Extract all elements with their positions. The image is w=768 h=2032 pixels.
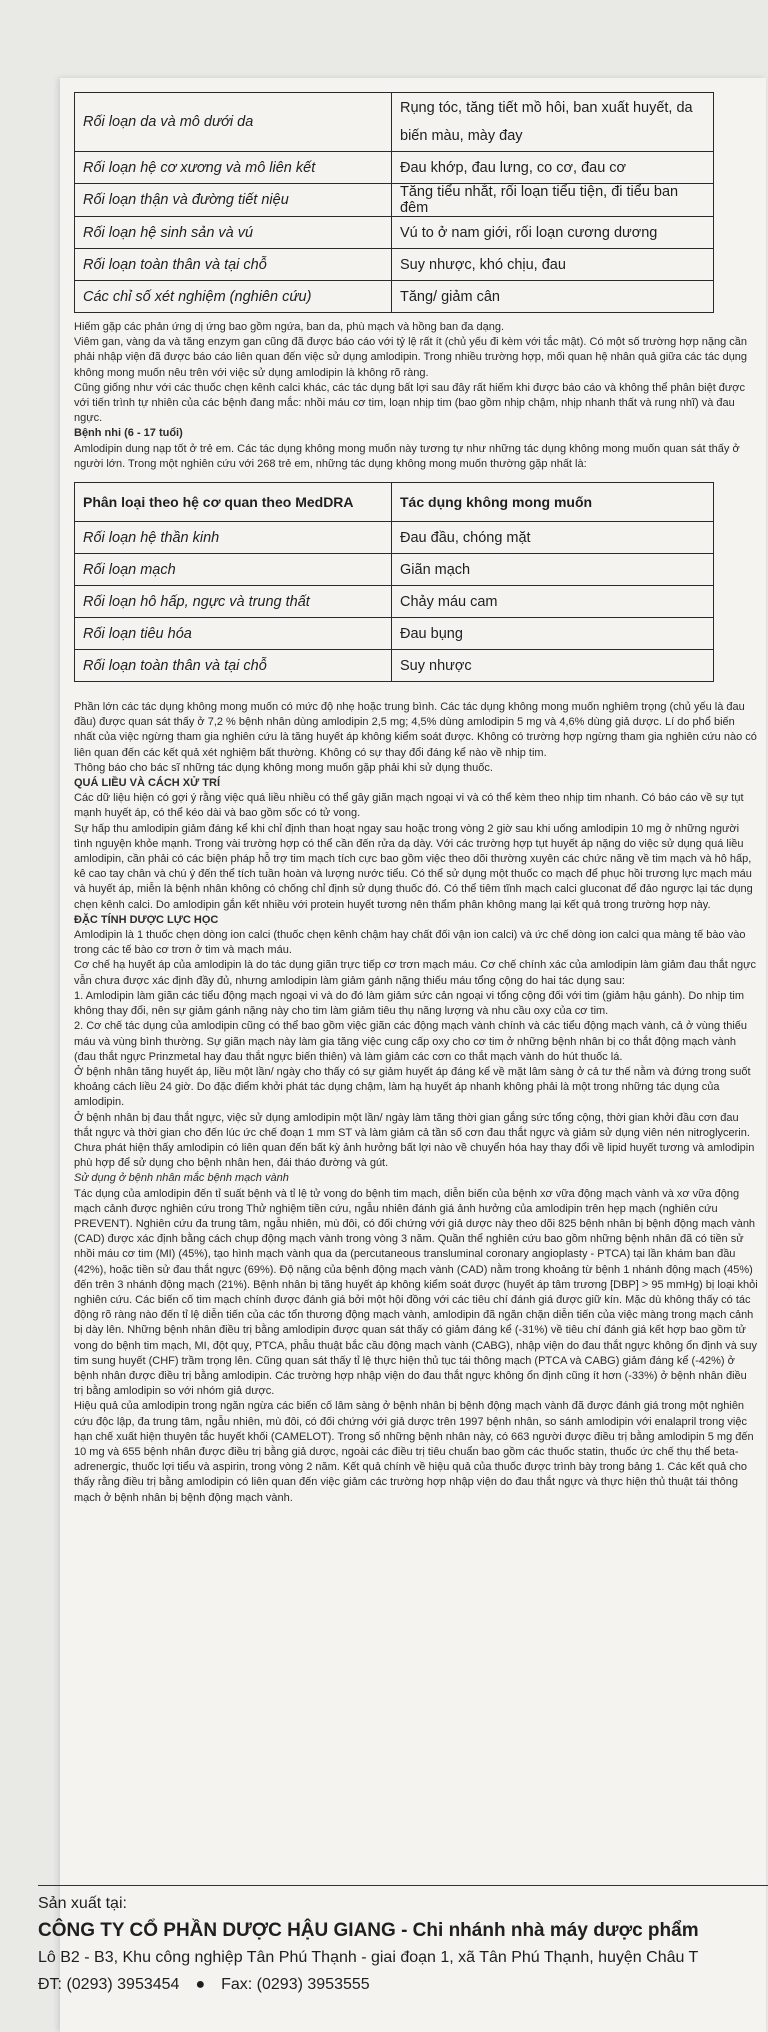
table-row	[75, 184, 714, 217]
effect-cell: Đau khớp, đau lưng, co cơ, đau cơ	[392, 152, 714, 184]
contact-line	[38, 1971, 768, 1998]
paragraph: Ở bệnh nhân bị đau thắt ngực, việc sử dụng amlodipin một lần/ ngày làm tăng thời gian gắng sức tổng cộng, thời gian khởi đầu cơn đau thắt ngực và thời gian cho đến lúc ức chế đoạn 1 mm ST và làm giảm cả tần số cơn đau thắt ngực và giảm sử dụng viên nén nitroglycerin.	[74, 1111, 750, 1139]
category-cell: Rối loạn hệ thần kinh	[75, 522, 392, 554]
manufacturer-label: Sản xuất tại:	[38, 1895, 127, 1912]
effect-cell: Chảy máu cam	[392, 586, 714, 618]
footer-divider	[38, 1885, 768, 1886]
paragraph: Các dữ liệu hiện có gợi ý rằng việc quá liều nhiều có thể gây giãn mạch ngoại vi và có thể kèm theo nhịp tim nhanh. Có báo cáo về sự tụt mạnh huyết áp, có thể kéo dài và bao gồm sốc có tử vong.	[74, 792, 744, 820]
paragraph: Sự hấp thu amlodipin giảm đáng kể khi chỉ định than hoạt ngay sau hoặc trong vòng 2 giờ sau khi uống amlodipin 10 mg ở những người tình nguyện khỏe mạnh. Trong vài trường hợp có thể cần đến rửa dạ dày. Với các trường hợp tụt huyết áp nặng do việc sử dụng quá liều amlodipin, cần phải có các biện pháp hỗ trợ tim mạch tích cực bao gồm việc theo dõi thường xuyên các chức năng về tim mạch và hô hấp, kê cao tay chân và chú ý đến thể tích tuần hoàn và lượng nước tiểu. Có thể sử dụng một thuốc co mạch để phục hồi trương lực mạch máu và huyết áp, miễn là bệnh nhân không có chống chỉ định sử dụng thuốc đó. Có thể tiêm tĩnh mạch calci gluconat để đảo ngược lại tác dụng chẹn kênh calci. Do amlodipin gắn kết nhiều với protein huyết tương nên thẩm phân không mang lại kết quả trong trường hợp này.	[74, 822, 753, 911]
table-row	[75, 522, 714, 554]
adverse-effects-table-adult	[74, 92, 714, 313]
table-row	[75, 650, 714, 682]
paragraph: Amlodipin dung nạp tốt ở trẻ em. Các tác dụng không mong muốn này tương tự như những tác dụng không mong muốn quan sát thấy ở người lớn. Trong một nghiên cứu với 268 trẻ em, những tác dụng không mong muốn thường gặp nhất là:	[74, 442, 740, 470]
body-text	[74, 700, 758, 1506]
effect-cell: Suy nhược	[392, 650, 714, 682]
paragraph: Cũng giống như với các thuốc chẹn kênh calci khác, các tác dụng bất lợi sau đây rất hiếm khi được báo cáo và không thể phân biệt được với tiến trình tự nhiên của các bệnh đang mắc: nhồi máu cơ tim, loạn nhịp tim (bao gồm nhịp chậm, nhịp nhanh thất và rung nhĩ) và đau ngực.	[74, 381, 745, 425]
company-name: CÔNG TY CỔ PHẦN DƯỢC HẬU GIANG - Chi nhánh nhà máy dược phẩm	[38, 1920, 699, 1941]
paragraph: 2. Cơ chế tác dụng của amlodipin cũng có thể bao gồm việc giãn các động mạch vành chính và các tiểu động mạch vành, cả ở vùng thiếu máu và vùng bình thường. Sự giãn mạch này làm gia tăng việc cung cấp oxy cho cơ tim ở những bệnh nhân bị co thắt động mạch vành (đau thắt ngực Prinzmetal hay đau thắt ngực biến thiên) và làm giảm các cơn co thắt mạch vành do hút thuốc lá.	[74, 1020, 748, 1063]
effect-cell: Rụng tóc, tăng tiết mồ hôi, ban xuất huyết, da biến màu, mày đay	[392, 93, 714, 152]
table-row	[75, 217, 714, 249]
category-cell: Rối loạn tiêu hóa	[75, 618, 392, 650]
effect-cell: Tăng tiểu nhắt, rối loạn tiểu tiện, đi tiểu ban đêm	[392, 184, 714, 217]
paragraph: Ở bệnh nhân tăng huyết áp, liều một lần/ ngày cho thấy có sự giảm huyết áp đáng kể về mặt lâm sàng ở cả tư thế nằm và đứng trong suốt khoảng cách liều 24 giờ. Do đặc điểm khởi phát tác dụng chậm, làm hạ huyết áp nhanh không phải là một trong những tác dụng của amlodipin.	[74, 1065, 751, 1109]
adverse-effects-notes	[74, 320, 758, 472]
effect-cell: Suy nhược, khó chịu, đau	[392, 249, 714, 281]
category-cell: Rối loạn da và mô dưới da	[75, 93, 392, 152]
table-row	[75, 152, 714, 184]
category-cell: Các chỉ số xét nghiệm (nghiên cứu)	[75, 281, 392, 313]
table-row	[75, 281, 714, 313]
table-row	[75, 586, 714, 618]
effect-cell: Giãn mạch	[392, 554, 714, 586]
effect-cell: Đau bụng	[392, 618, 714, 650]
paragraph: Tác dụng của amlodipin đến tỉ suất bệnh và tỉ lệ tử vong do bệnh tim mạch, diễn biến của bệnh xơ vữa động mạch vành và xơ vữa động mạch cảnh được nghiên cứu trong Thử nghiệm tiền cứu, ngẫu nhiên đánh giá ảnh hưởng của amlodipin trên hẹp mạch (nghiên cứu PREVENT). Nghiên cứu đa trung tâm, ngẫu nhiên, mù đôi, có đối chứng với giả dược này theo dõi 825 bệnh nhân bị bệnh động mạch vành (CAD) được xác định bằng cách chụp động mạch vành trong vòng 3 năm. Quần thể nghiên cứu bao gồm những bệnh nhân đã có tiền sử nhồi máu cơ tim (MI) (45%), tạo hình mạch vành qua da (percutaneous transluminal coronary angioplasty - PTCA) tại lần khám ban đầu (42%), hoặc tiền sử đau thắt ngực (69%). Độ nặng của bệnh động mạch vành (CAD) nằm trong khoảng từ bệnh 1 nhánh động mạch (45%) đến trên 3 nhánh động mạch (21%). Bệnh nhân bị tăng huyết áp không kiểm soát được (huyết áp tâm trương [DBP] > 95 mmHg) bị loại khỏi nghiên cứu. Các biến cố tim mạch chính được đánh giá bởi một hội đồng với các tiêu chí đánh giá được giữ kín. Mặc dù không thấy có tác động rõ ràng nào đến tỉ lệ diễn tiến của các tổn thương động mạch vành, amlodipin đã ngăn chặn diễn tiến của việc màng trong mạch cảnh bị dày lên. Những bệnh nhân điều trị bằng amlodipin được quan sát thấy có giảm đáng kể (-31%) về tiêu chí đánh giá kết hợp bao gồm tử vong do bệnh tim mạch, MI, đột quỵ, PTCA, phẫu thuật bắc cầu động mạch vành (CABG), nhập viện do đau thắt ngực không ổn định và suy tim sung huyết (CHF) trầm trọng lên. Cũng quan sát thấy tỉ lệ thực hiện thủ tục tái thông mạch (PTCA và CABG) giảm đáng kể (-42%) ở bệnh nhân được điều trị bằng amlodipin. Các trường hợp nhập viện do đau thắt ngực không ổn định cũng ít hơn (-33%) ở bệnh nhân điều trị bằng amlodipin so với nhóm giả dược.	[74, 1187, 758, 1398]
leaflet-sheet	[60, 78, 766, 2032]
subsection-heading-cad: Sử dụng ở bệnh nhân mắc bệnh mạch vành	[74, 1172, 289, 1185]
manufacturer-footer	[38, 1890, 768, 2032]
category-cell: Rối loạn mạch	[75, 554, 392, 586]
paragraph: Hiệu quả của amlodipin trong ngăn ngừa các biến cố lâm sàng ở bệnh nhân bị bệnh động mạch vành đã được đánh giá trong một nghiên cứu độc lập, đa trung tâm, ngẫu nhiên, mù đôi, có đối chứng với giả dược trên 1997 bệnh nhân, so sánh amlodipin với enalapril trong việc hạn chế xuất hiện thuyên tắc huyết khối (CAMELOT). Trong số những bệnh nhân này, có 663 người được điều trị bằng amlodipin 5 mg đến 10 mg và 655 bệnh nhân được điều trị bằng giả dược, ngoài các điều trị tiêu chuẩn bao gồm các thuốc statin, thuốc ức chế thụ thể beta-adrenergic, thuốc lợi tiểu và aspirin, trong vòng 2 năm. Kết quả chính về hiệu quả của thuốc được trình bày trong bảng 1. Các kết quả cho thấy rằng điều trị bằng amlodipin có liên quan đến việc giảm các trường hợp nhập viện do đau thắt ngực và thực hiện thủ thuật tái thông mạch ở bệnh nhân bị bệnh động mạch vành.	[74, 1400, 754, 1504]
adverse-effects-table-pediatric	[74, 482, 714, 682]
table-header-row	[75, 483, 714, 522]
section-heading-pediatric: Bệnh nhi (6 - 17 tuổi)	[74, 427, 183, 440]
company-address: Lô B2 - B3, Khu công nghiệp Tân Phú Thạnh - giai đoạn 1, xã Tân Phú Thạnh, huyện Châu T	[38, 1949, 699, 1966]
phone-number: ĐT: (0293) 3953454	[38, 1976, 180, 1993]
category-cell: Rối loạn hệ cơ xương và mô liên kết	[75, 152, 392, 184]
paragraph: Viêm gan, vàng da và tăng enzym gan cũng đã được báo cáo với tỷ lệ rất ít (chủ yếu đi kèm với tắc mật). Có một số trường hợp nặng cần phải nhập viện đã được báo cáo liên quan đến việc sử dụng amlodipin. Trong nhiều trường hợp, mối quan hệ nhân quả giữa các tác dụng không mong muốn nêu trên với việc sử dụng amlodipin là không rõ ràng.	[74, 336, 748, 379]
paragraph: Thông báo cho bác sĩ những tác dụng không mong muốn gặp phải khi sử dụng thuốc.	[74, 761, 493, 774]
category-cell: Rối loạn hô hấp, ngực và trung thất	[75, 586, 392, 618]
paragraph: 1. Amlodipin làm giãn các tiểu động mạch ngoại vi và do đó làm giảm sức cản ngoại vi tổng cộng đối với tim (giảm hậu gánh). Do nhịp tim không thay đổi, nên sự giảm gánh nặng này cho tim làm giảm tiêu thụ năng lượng và nhu cầu oxy của cơ tim.	[74, 989, 745, 1018]
category-cell: Rối loạn toàn thân và tại chỗ	[75, 650, 392, 682]
fax-number: Fax: (0293) 3953555	[221, 1976, 370, 1993]
header-effect: Tác dụng không mong muốn	[392, 483, 714, 522]
paragraph: Hiếm gặp các phản ứng dị ứng bao gồm ngứa, ban da, phù mạch và hồng ban đa dạng.	[74, 321, 505, 333]
category-cell: Rối loạn toàn thân và tại chỗ	[75, 249, 392, 281]
table-row	[75, 554, 714, 586]
effect-cell: Đau đầu, chóng mặt	[392, 522, 714, 554]
table-row	[75, 93, 714, 152]
header-category: Phân loại theo hệ cơ quan theo MedDRA	[75, 483, 392, 522]
paragraph: Phần lớn các tác dụng không mong muốn có mức độ nhẹ hoặc trung bình. Các tác dụng không mong muốn nghiêm trọng (chủ yếu là đau đầu) được quan sát thấy ở 7,2 % bệnh nhân dùng amlodipin 2,5 mg; 4,5% dùng amlodipin 5 mg và 4,6% dùng giả dược. Lí do phổ biến nhất của việc ngừng tham gia nghiên cứu là tăng huyết áp không kiểm soát được. Không có trường hợp ngừng tham gia nghiên cứu nào có liên quan đến các kết quả xét nghiệm bất thường. Không có sự thay đổi đáng kể nào về nhịp tim.	[74, 701, 757, 759]
leaflet-content	[74, 92, 758, 1506]
paragraph: Cơ chế hạ huyết áp của amlodipin là do tác dụng giãn trực tiếp cơ trơn mạch máu. Cơ chế chính xác của amlodipin làm giảm đau thắt ngực vẫn chưa được xác định đầy đủ, nhưng amlodipin làm giảm gánh nặng thiếu máu tổng cộng do hai tác dụng sau:	[74, 959, 756, 987]
paragraph: Chưa phát hiện thấy amlodipin có liên quan đến bất kỳ ảnh hưởng bất lợi nào về chuyển hóa hay thay đổi về lipid huyết tương và amlodipin phù hợp để sử dụng cho bệnh nhân hen, đái tháo đường và gút.	[74, 1141, 755, 1170]
table-row	[75, 618, 714, 650]
section-heading-pharmacodynamics: ĐẶC TÍNH DƯỢC LỰC HỌC	[74, 913, 219, 926]
paragraph: Amlodipin là 1 thuốc chẹn dòng ion calci (thuốc chẹn kênh chậm hay chất đối vận ion calci) và ức chế dòng ion calci qua màng tế bào vào trong các tế bào cơ trơn ở tim và mạch máu.	[74, 929, 746, 957]
section-heading-overdose: QUÁ LIỀU VÀ CÁCH XỬ TRÍ	[74, 777, 221, 790]
category-cell: Rối loạn thận và đường tiết niệu	[75, 184, 392, 217]
effect-cell: Vú to ở nam giới, rối loạn cương dương	[392, 217, 714, 249]
category-cell: Rối loạn hệ sinh sản và vú	[75, 217, 392, 249]
table-row	[75, 249, 714, 281]
effect-cell: Tăng/ giảm cân	[392, 281, 714, 313]
bullet-separator: ●	[195, 1976, 206, 1993]
